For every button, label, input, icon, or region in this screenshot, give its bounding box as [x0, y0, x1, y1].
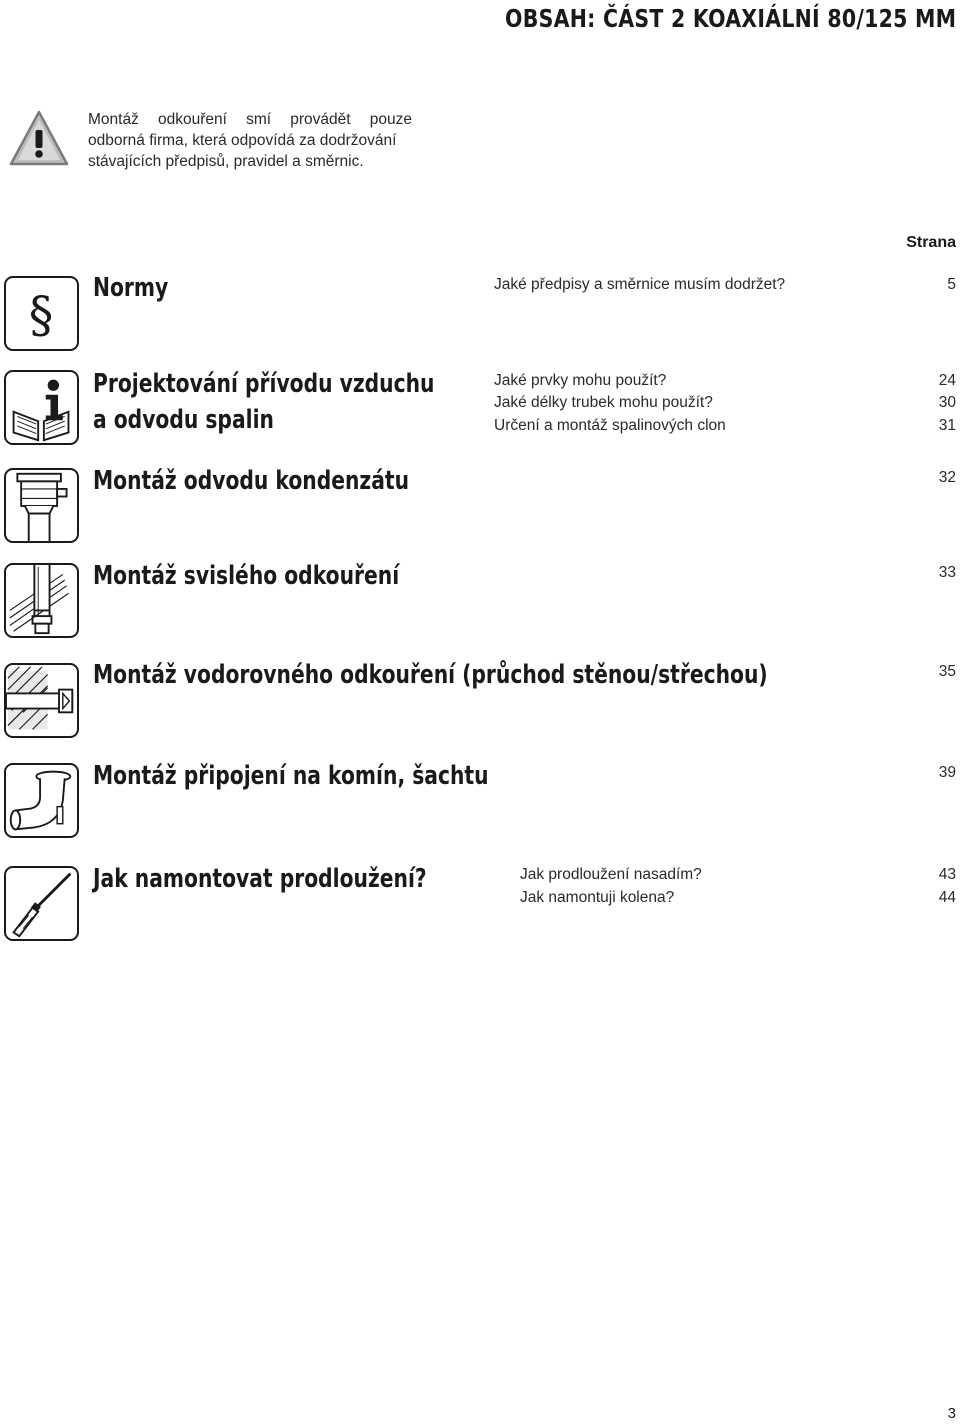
toc-page-number: 44	[938, 889, 956, 906]
vertical-flue-icon	[4, 563, 79, 638]
toc-page-number: 24	[938, 372, 956, 389]
elbow-pipe-icon	[4, 763, 79, 838]
horizontal-flue-icon	[4, 663, 79, 738]
toc-question: Jaké předpisy a směrnice musím dodržet?	[494, 276, 786, 293]
section-heading-svisle: Montáž svislého odkouření	[93, 561, 400, 591]
section-heading-vodorovne: Montáž vodorovného odkouření (průchod stěnou/střechou)	[93, 660, 768, 690]
paragraph-icon	[4, 276, 79, 351]
section-heading-projektovani	[93, 366, 434, 438]
section-heading-kondenzat: Montáž odvodu kondenzátu	[93, 466, 410, 496]
svg-text:§: §	[28, 285, 54, 344]
warning-line: stávajících předpisů, pravidel a směrnic.	[88, 153, 364, 170]
screwdriver-icon	[4, 866, 79, 941]
page-title: OBSAH: ČÁST 2 KOAXIÁLNÍ 80/125 MM	[504, 4, 956, 33]
toc-question: Jak prodloužení nasadím?	[520, 866, 702, 883]
toc-page-number: 33	[938, 564, 956, 581]
toc-page-number: 43	[938, 866, 956, 883]
page-number: 3	[947, 1405, 956, 1422]
section-heading-line: Projektování přívodu vzduchu	[93, 369, 435, 399]
section-heading-komin: Montáž připojení na komín, šachtu	[93, 761, 489, 791]
toc-page-number: 35	[938, 663, 956, 680]
warning-triangle-icon	[8, 108, 70, 170]
section-heading-normy: Normy	[93, 273, 169, 303]
page-column-label: Strana	[906, 234, 956, 251]
warning-text	[88, 109, 412, 172]
section-heading-line: a odvodu spalin	[93, 405, 274, 435]
info-book-icon	[4, 370, 79, 445]
toc-question: Určení a montáž spalinových clon	[494, 417, 726, 434]
toc-question: Jak namontuji kolena?	[520, 889, 675, 906]
condensate-pipe-icon	[4, 468, 79, 543]
toc-page-number: 5	[947, 276, 956, 293]
warning-line: Montáž odkouření smí provádět pouze	[88, 111, 412, 128]
toc-page-number: 31	[938, 417, 956, 434]
toc-page-number: 30	[938, 394, 956, 411]
toc-page-number: 39	[938, 764, 956, 781]
section-heading-prodlouzeni: Jak namontovat prodloužení?	[93, 864, 427, 894]
toc-question: Jaké prvky mohu použít?	[494, 372, 667, 389]
toc-page-number: 32	[938, 469, 956, 486]
toc-question: Jaké délky trubek mohu použít?	[494, 394, 713, 411]
warning-line: odborná firma, která odpovídá za dodržování	[88, 132, 397, 149]
